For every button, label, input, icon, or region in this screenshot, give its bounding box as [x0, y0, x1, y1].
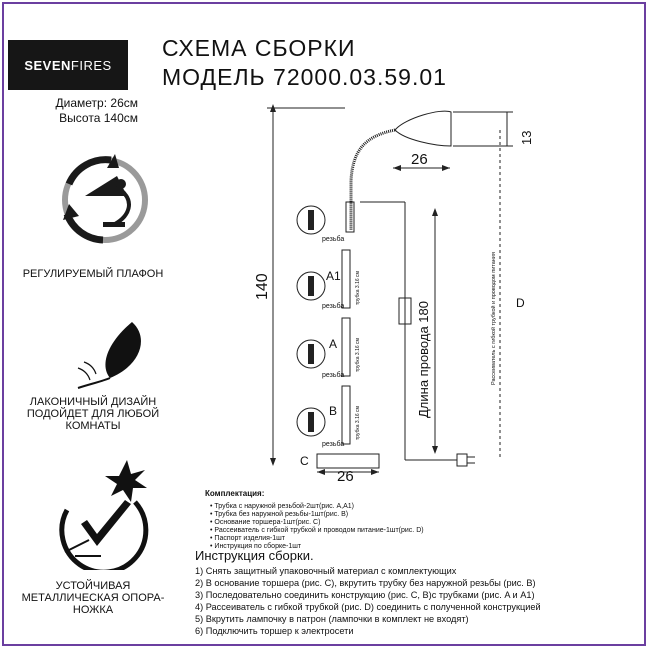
stable-base-icon [55, 460, 155, 570]
kit-item: • Основание торшера-1шт(рис. C) [210, 519, 321, 526]
thread-label-2: резьба [322, 303, 345, 310]
height-dimension-label: 140 [254, 273, 271, 300]
flexible-tube [351, 130, 395, 230]
cord-length-label: Длина провода 180 [416, 301, 431, 418]
label-d: D [516, 296, 525, 310]
instruction-step: 5) Вкрутить лампочку в патрон (лампочки в комплект не входят) [195, 614, 469, 624]
feature-label-base: УСТОЙЧИВАЯ МЕТАЛЛИЧЕСКАЯ ОПОРА-НОЖКА [21, 580, 165, 616]
label-a1: A1 [326, 269, 341, 283]
feather-icon [70, 318, 160, 390]
instruction-step: 3) Последовательно соединить конструкцию (рис. C, B)с трубками (рис. A и A1) [195, 590, 535, 600]
instruction-step: 6) Подключить торшер к электросети [195, 626, 354, 636]
kit-item: • Трубка с наружной резьбой-2шт(рис. A,A1) [210, 503, 355, 510]
shade-width-label: 26 [411, 151, 428, 168]
kit-item: • Рассеиватель с гибкой трубкой и проводом питание-1шт(рис. D) [210, 527, 424, 534]
kit-item: • Паспорт изделия-1шт [210, 535, 285, 542]
diffuser-note: Рассеиватель с гибкой трубкой и проводом питания [491, 252, 497, 385]
assembly-diagram [245, 100, 545, 480]
tube-b [342, 386, 350, 444]
model-title: МОДЕЛЬ 72000.03.59.01 [162, 64, 447, 90]
instruction-step: 1) Снять защитный упаковочный материал с комплектующих [195, 566, 457, 576]
base-c [317, 454, 379, 468]
label-b: B [329, 404, 338, 418]
shade-height-label: 13 [519, 130, 534, 145]
adjustable-shade-icon [55, 150, 155, 250]
tube-label-a: трубка 3.16 см [355, 338, 361, 372]
tube-label-a1: трубка 3.16 см [355, 271, 361, 305]
brand-logo: SEVEN FIRES [8, 40, 128, 90]
page-title: СХЕМА СБОРКИ [162, 35, 356, 61]
shade-shape [395, 111, 451, 146]
thread-label-3: резьба [322, 372, 345, 379]
instruction-step: 2) В основание торшера (рис. C), вкрутить трубку без наружной резьбы (рис. B) [195, 578, 536, 588]
spec-diameter: Диаметр: 26см [55, 96, 138, 110]
spec-height: Высота 140см [59, 111, 138, 125]
instruction-step: 4) Рассеиватель с гибкой трубкой (рис. D) соединить с полученной конструкцией [195, 602, 541, 612]
feature-label-adjustable: РЕГУЛИРУЕМЫЙ ПЛАФОН [22, 268, 164, 280]
kit-item: • Трубка без наружной резьбы-1шт(рис. B) [210, 511, 349, 518]
kit-title: Комплектация: [205, 489, 265, 498]
base-width-label: 26 [337, 468, 354, 485]
kit-item: • Инструкция по сборке-1шт [210, 543, 302, 550]
label-a: A [329, 337, 338, 351]
label-c: C [300, 454, 309, 468]
tube-a [342, 318, 350, 376]
thread-label-4: резьба [322, 441, 345, 448]
feature-label-design: ЛАКОНИЧНЫЙ ДИЗАЙН ПОДОЙДЕТ ДЛЯ ЛЮБОЙ КОМНАТЫ [26, 396, 160, 432]
instructions-title: Инструкция сборки. [195, 548, 314, 563]
tube-a1 [342, 250, 350, 308]
tube-label-b: трубка 3.16 см [355, 406, 361, 440]
thread-label-1: резьба [322, 236, 345, 243]
